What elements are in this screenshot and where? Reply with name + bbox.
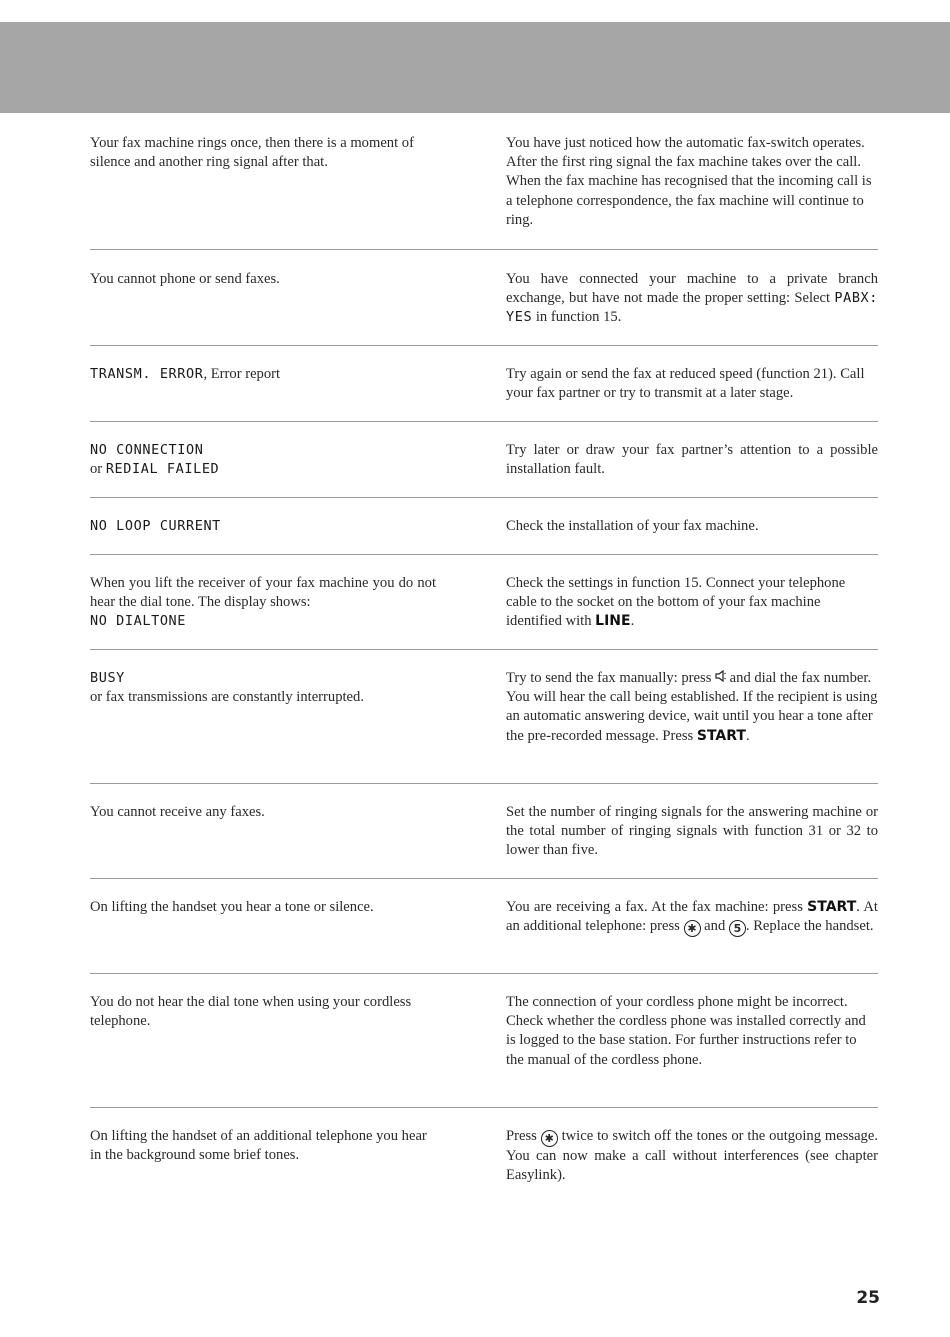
table-row <box>90 498 878 555</box>
problem-cell <box>90 270 452 345</box>
table-row <box>90 784 878 879</box>
problem-cell <box>90 574 452 649</box>
solution-text: twice to switch off the tones or the outgoing message. You can now make a call without interferences (see chapter Easylink). <box>506 1128 878 1184</box>
solution-cell <box>506 803 878 878</box>
table-row <box>90 555 878 650</box>
display-text-busy: BUSY <box>90 670 125 686</box>
solution-text: and dial the fax number. You will hear the call being established. If the recipient is using an automatic answering device, wait until you hear a tone after the pre-recorded message. Press <box>506 670 878 744</box>
problem-cell <box>90 898 452 973</box>
solution-cell <box>506 669 878 783</box>
problem-text: You cannot receive any faxes. <box>90 804 265 820</box>
solution-cell <box>506 441 878 497</box>
solution-text: Try to send the fax manually: press <box>506 670 716 686</box>
solution-text: Try later or draw your fax partner’s attention to a possible installation fault. <box>506 442 878 478</box>
display-text-transm-error: TRANSM. ERROR <box>90 366 204 382</box>
solution-cell <box>506 1127 878 1198</box>
start-key-label: START <box>807 899 857 915</box>
solution-text: You have just noticed how the automatic fax-switch operates. After the first ring signal the fax machine takes over the call. When the fax machine has recognised that the incoming call is a telephone correspondence, the fax machine will continue to ring. <box>506 135 872 228</box>
display-text-redial-failed: REDIAL FAILED <box>105 461 220 478</box>
line-key-label: LINE <box>595 613 631 630</box>
solution-text: and <box>700 918 729 935</box>
solution-cell <box>506 574 878 649</box>
solution-text: Try again or send the fax at reduced speed (function 21). Call your fax partner or try to transmit at a later stage. <box>506 366 865 402</box>
page-number: 25 <box>856 1288 880 1308</box>
display-text-no-dialtone: NO DIALTONE <box>90 613 187 630</box>
solution-text: Check the settings in function 15. Connect your telephone cable to the socket on the bottom of your fax machine identified with <box>506 575 846 630</box>
solution-cell <box>506 517 878 554</box>
problem-text: or <box>90 461 106 478</box>
speaker-icon <box>715 669 726 688</box>
problem-text: You cannot phone or send faxes. <box>90 271 280 287</box>
problem-text: Your fax machine rings once, then there is a moment of silence and another ring signal after that. <box>90 135 414 171</box>
table-row <box>90 974 878 1108</box>
table-row <box>90 879 878 974</box>
problem-text: or fax transmissions are constantly interrupted. <box>90 689 364 706</box>
solution-text: . Replace the handset. <box>745 918 874 935</box>
solution-cell <box>506 134 878 249</box>
solution-text: The connection of your cordless phone might be incorrect. Check whether the cordless phone was installed correctly and is logged to the base station. For further instructions refer to the manual of the cordless phone. <box>506 994 866 1068</box>
problem-cell <box>90 365 452 421</box>
problem-cell <box>90 669 452 783</box>
problem-cell <box>90 441 452 497</box>
solution-text: . <box>630 613 635 630</box>
table-row <box>90 1108 878 1198</box>
problem-text: , Error report <box>203 366 281 382</box>
problem-cell <box>90 517 452 554</box>
solution-text: in function 15. <box>532 309 622 326</box>
solution-text: Check the installation of your fax machine. <box>506 518 759 534</box>
troubleshooting-table <box>90 132 878 1198</box>
star-key-icon: ✱ <box>684 920 701 937</box>
problem-cell <box>90 993 452 1107</box>
solution-text: You are receiving a fax. At the fax machine: press <box>506 899 808 915</box>
problem-text: On lifting the handset of an additional telephone you hear in the background some brief tones. <box>90 1128 427 1164</box>
five-key-icon: 5 <box>729 920 746 937</box>
solution-text: You have connected your machine to a private branch exchange, but have not made the proper setting: Select <box>506 271 878 307</box>
problem-text: When you lift the receiver of your fax machine you do not hear the dial tone. The display shows: <box>90 575 436 611</box>
solution-text: . <box>745 727 750 744</box>
display-text-pabx: PABX: YES <box>506 290 878 326</box>
solution-text: Set the number of ringing signals for the answering machine or the total number of ringing signals with function 31 or 32 to lower than five. <box>506 804 878 859</box>
solution-cell <box>506 898 878 973</box>
table-row <box>90 346 878 422</box>
solution-cell <box>506 270 878 345</box>
display-text-no-loop-current: NO LOOP CURRENT <box>90 518 221 534</box>
solution-cell <box>506 365 878 421</box>
star-key-icon: ✱ <box>541 1130 558 1147</box>
display-text-no-connection: NO CONNECTION <box>90 442 204 458</box>
table-row <box>90 422 878 498</box>
table-row <box>90 650 878 784</box>
table-row <box>90 250 878 346</box>
header-band <box>0 22 950 113</box>
problem-text: On lifting the handset you hear a tone or silence. <box>90 899 374 915</box>
problem-text: You do not hear the dial tone when using your cordless telephone. <box>90 994 412 1030</box>
problem-cell <box>90 134 452 249</box>
solution-cell <box>506 993 878 1107</box>
problem-cell <box>90 803 452 878</box>
problem-cell <box>90 1127 452 1198</box>
table-row <box>90 132 878 250</box>
solution-text: Press <box>506 1128 541 1144</box>
solution-text: . At an additional telephone: press <box>506 899 878 935</box>
start-key-label: START <box>696 727 746 744</box>
